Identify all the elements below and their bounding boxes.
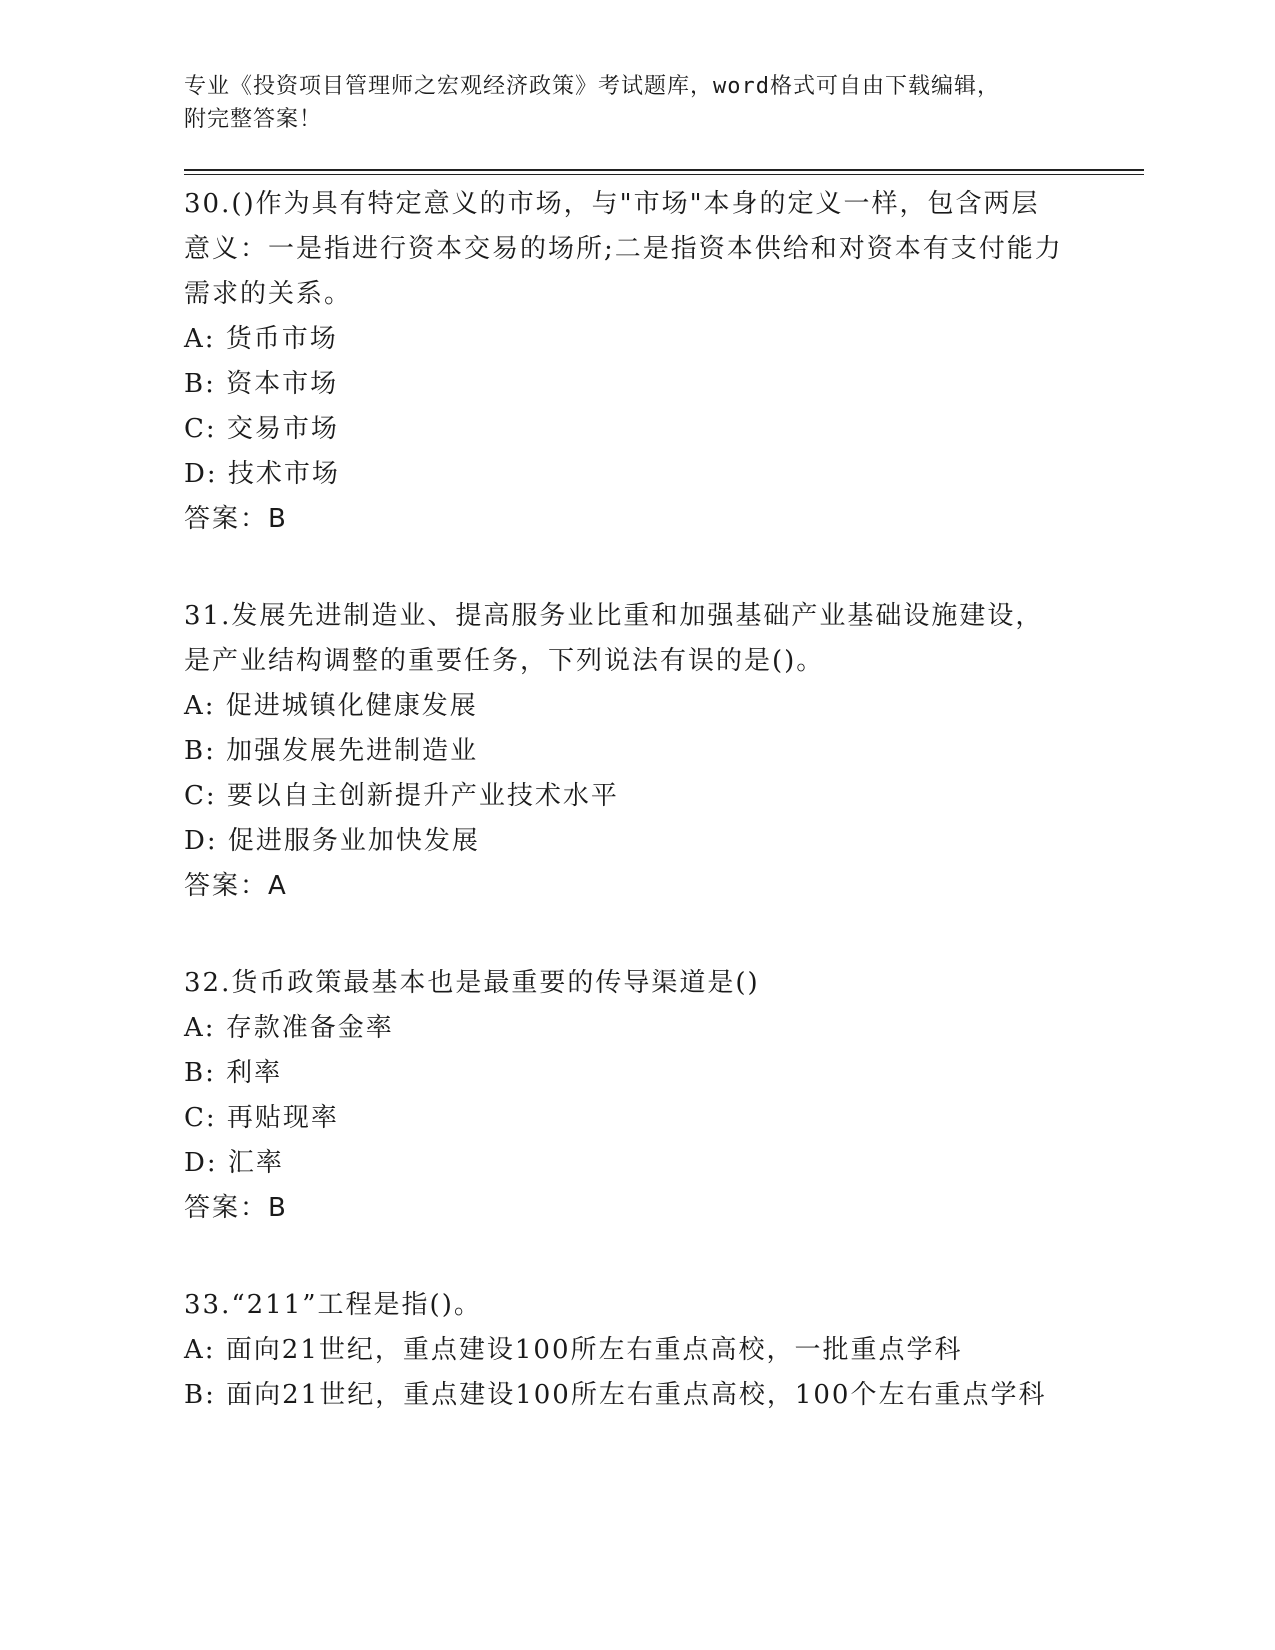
option-d: D: 技术市场 xyxy=(184,459,340,489)
document-header xyxy=(184,70,1144,136)
answer-label: 答案：A xyxy=(184,871,288,901)
option-a: A: 存款准备金率 xyxy=(184,1013,394,1043)
option-b: B: 利率 xyxy=(184,1058,283,1088)
option-c: C: 再贴现率 xyxy=(184,1103,339,1133)
question-stem: 31.发展先进制造业、提高服务业比重和加强基础产业基础设施建设，是产业结构调整的重要任务，下列说法有误的是()。 xyxy=(184,601,1044,676)
option-a: A: 货币市场 xyxy=(184,324,338,354)
option-c: C: 交易市场 xyxy=(184,414,339,444)
question-30 xyxy=(184,182,1144,542)
option-a: A: 促进城镇化健康发展 xyxy=(184,691,478,721)
option-d: D: 汇率 xyxy=(184,1148,284,1178)
question-33 xyxy=(184,1283,1144,1418)
question-spacer xyxy=(184,542,1144,587)
question-stem: 32.货币政策最基本也是最重要的传导渠道是() xyxy=(184,968,760,998)
option-b: B: 加强发展先进制造业 xyxy=(184,736,479,766)
question-stem: 30.()作为具有特定意义的市场，与"市场"本身的定义一样，包含两层意义：一是指进行资本交易的场所;二是指资本供给和对资本有支付能力需求的关系。 xyxy=(184,189,1063,309)
divider-thin-line xyxy=(184,174,1144,175)
option-a: A: 面向21世纪，重点建设100所左右重点高校，一批重点学科 xyxy=(184,1335,963,1365)
answer-label: 答案：B xyxy=(184,504,288,534)
option-b: B: 资本市场 xyxy=(184,369,339,399)
option-b: B: 面向21世纪，重点建设100所左右重点高校，100个左右重点学科 xyxy=(184,1380,1047,1410)
question-32 xyxy=(184,961,1144,1231)
document-page xyxy=(184,70,1144,1418)
header-divider xyxy=(184,169,1144,175)
header-line-2: 附完整答案！ xyxy=(184,107,323,132)
question-spacer xyxy=(184,1231,1144,1276)
question-spacer xyxy=(184,909,1144,954)
question-31 xyxy=(184,594,1144,909)
divider-thick-line xyxy=(184,169,1144,171)
header-line-1: 专业《投资项目管理师之宏观经济政策》考试题库，word格式可自由下载编辑， xyxy=(184,74,1000,99)
answer-label: 答案：B xyxy=(184,1193,288,1223)
option-c: C: 要以自主创新提升产业技术水平 xyxy=(184,781,619,811)
question-stem: 33.“211”工程是指()。 xyxy=(184,1290,482,1320)
option-d: D: 促进服务业加快发展 xyxy=(184,826,480,856)
